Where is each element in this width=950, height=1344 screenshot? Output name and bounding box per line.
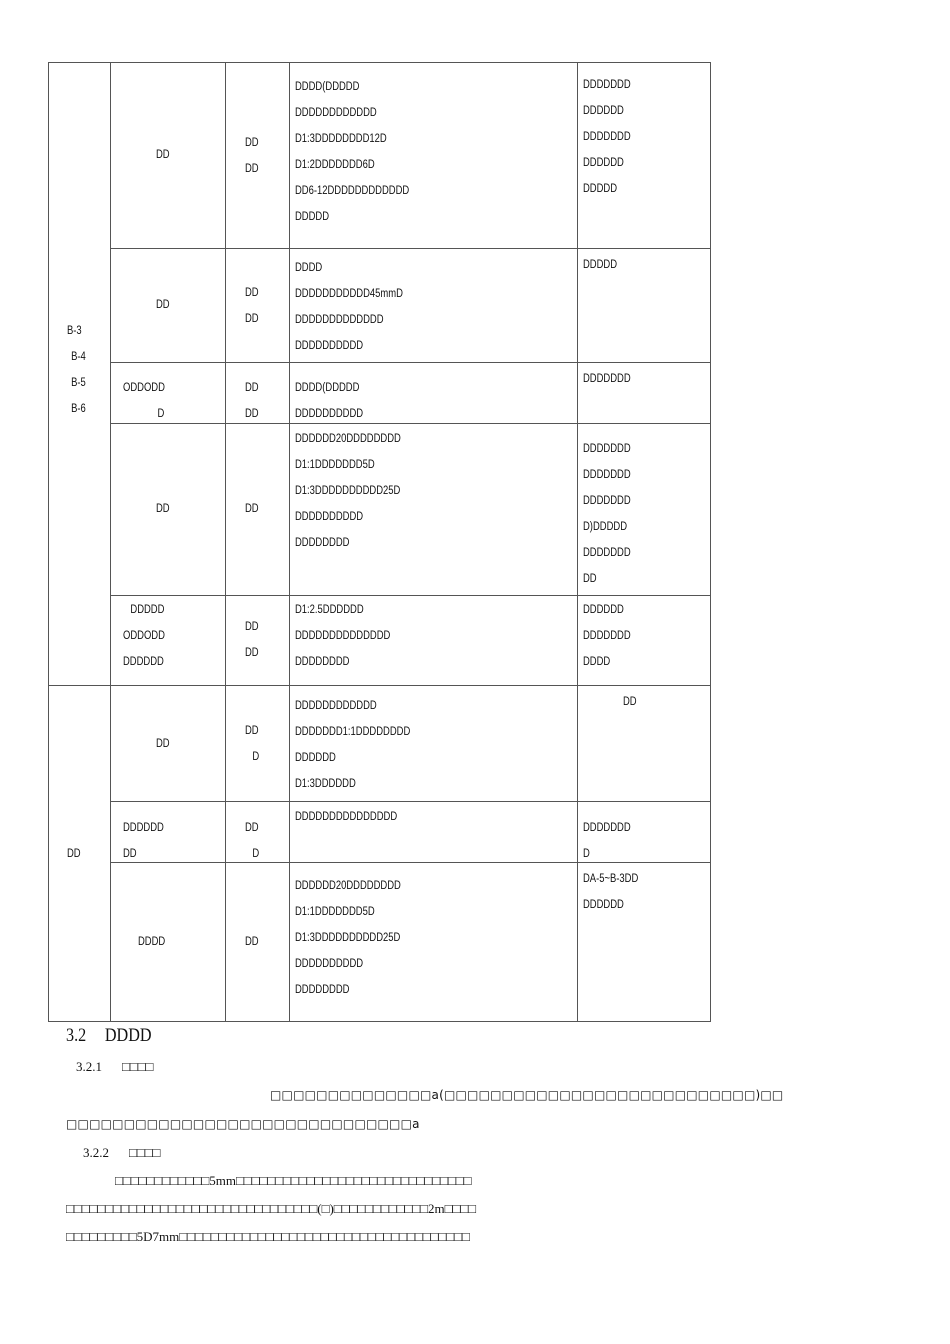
part-cell: DD xyxy=(156,149,170,161)
cat-cell: DD xyxy=(245,936,259,948)
cat-cell: DD DD xyxy=(245,382,259,420)
note-cell: DDDDDDD xyxy=(583,373,631,385)
part-cell: DDDDDD DD xyxy=(123,822,164,860)
desc-cell: D1:2.5DDDDDD DDDDDDDDDDDDDD DDDDDDDD xyxy=(295,604,391,668)
part-cell: DD xyxy=(156,503,170,515)
desc-cell: DDDD DDDDDDDDDDD45mmD DDDDDDDDDDDDD DDDDDDDDDD xyxy=(295,262,403,352)
part-cell: DDDD xyxy=(138,936,166,948)
part-cell: DD xyxy=(156,299,170,311)
desc-cell: DDDDDDDDDDDDDDD xyxy=(295,811,398,823)
paragraph-line: □□□□□□□□□5D7mm□□□□□□□□□□□□□□□□□□□□□□□□□□□□□□□□□□□□□ xyxy=(66,1229,470,1244)
group-label-b: B-3 B-4 B-5 B-6 xyxy=(67,325,86,415)
cat-cell: DD DD xyxy=(245,287,259,325)
section-heading-3-2-1: 3.2.1 □□□□ xyxy=(76,1059,154,1074)
note-cell: DD xyxy=(623,696,637,708)
note-cell: DDDDDDD DDDDDD DDDDDDD DDDDDD DDDDD xyxy=(583,79,631,195)
note-cell: DDDDD xyxy=(583,259,618,271)
paragraph-line: □□□□□□□□□□□□□□□□□□□□□□□□□□□□□□a xyxy=(66,1117,420,1131)
paragraph-line: □□□□□□□□□□□□□□□□□□□□□□□□□□□□□□□□(□)□□□□□□□□□□□□2m□□□□ xyxy=(66,1201,477,1216)
cat-cell: DD DD xyxy=(245,137,259,175)
section-heading-3-2: 3.2 DDDD xyxy=(66,1025,152,1046)
desc-cell: DDDDDDDDDDDD DDDDDDD1:1DDDDDDDD DDDDDD D1:3DDDDDD xyxy=(295,700,411,790)
cat-cell: DD D xyxy=(245,725,260,763)
desc-cell: DDDD(DDDDD DDDDDDDDDDDD D1:3DDDDDDDD12D D1:2DDDDDDD6D DD6-12DDDDDDDDDDDD DDDDD xyxy=(295,81,410,223)
part-cell: DDDDD ODDODD DDDDDD xyxy=(123,604,165,668)
note-cell: DDDDDDD D xyxy=(583,822,631,860)
section-heading-3-2-2: 3.2.2 □□□□ xyxy=(83,1145,161,1160)
note-cell: DDDDDDD DDDDDDD DDDDDDD D)DDDDD DDDDDDD DD xyxy=(583,443,631,585)
part-cell: ODDODD D xyxy=(123,382,165,420)
note-cell: DDDDDD DDDDDDD DDDD xyxy=(583,604,631,668)
desc-cell: DDDD(DDDDD DDDDDDDDDD xyxy=(295,382,364,420)
group-label-dd: DD xyxy=(67,848,81,860)
desc-cell: DDDDDD20DDDDDDDD D1:1DDDDDDD5D D1:3DDDDDDDDDD25D DDDDDDDDDD DDDDDDDD xyxy=(295,880,401,996)
cat-cell: DD D xyxy=(245,822,260,860)
specification-table xyxy=(48,62,711,1022)
desc-cell: DDDDDD20DDDDDDDD D1:1DDDDDDD5D D1:3DDDDDDDDDD25D DDDDDDDDDD DDDDDDDD xyxy=(295,433,401,549)
part-cell: DD xyxy=(156,738,170,750)
cat-cell: DD xyxy=(245,503,259,515)
paragraph-line: □□□□□□□□□□□□5mm□□□□□□□□□□□□□□□□□□□□□□□□□□□□□□ xyxy=(115,1173,472,1188)
paragraph-line: □□□□□□□□□□□□□□a(□□□□□□□□□□□□□□□□□□□□□□□□□□□)□□ xyxy=(270,1088,784,1102)
note-cell: DA-5~B-3DD DDDDDD xyxy=(583,873,639,911)
cat-cell: DD DD xyxy=(245,621,259,659)
